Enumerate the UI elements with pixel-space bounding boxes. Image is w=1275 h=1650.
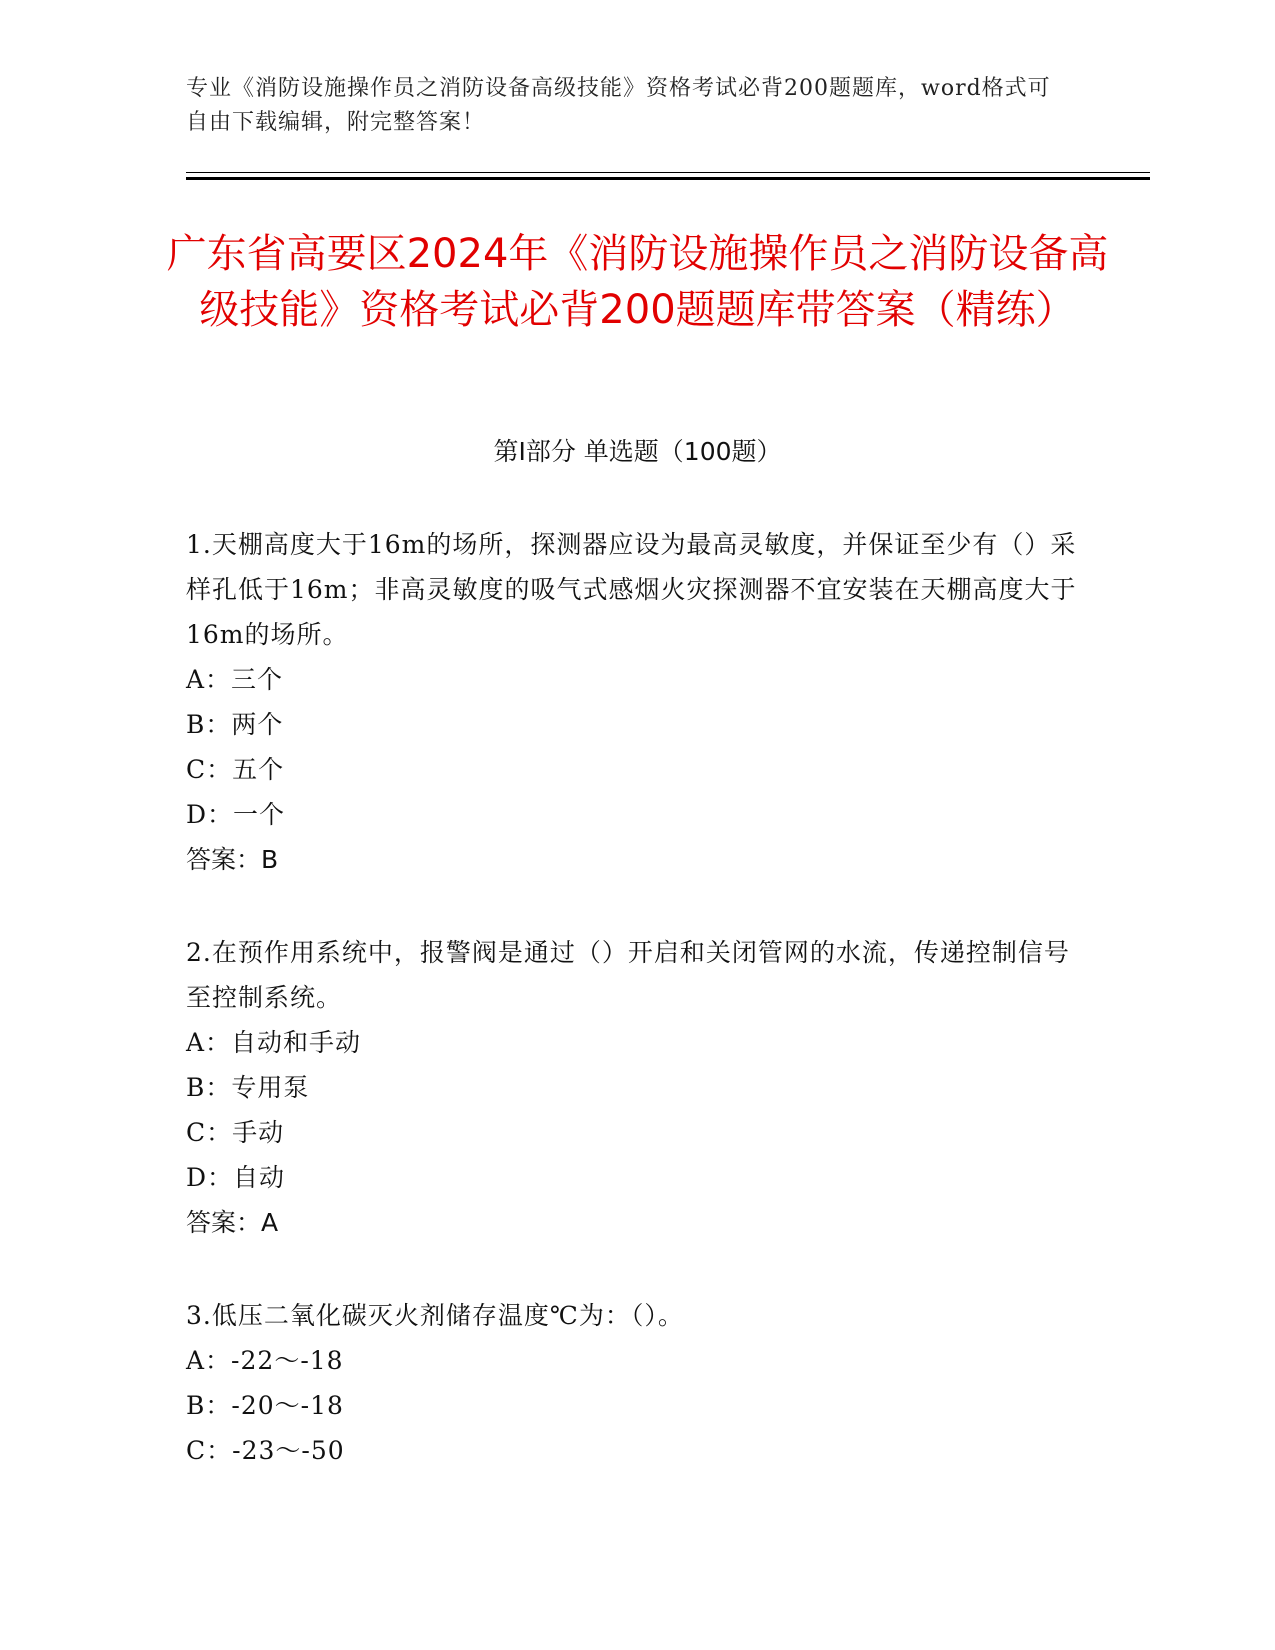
section-heading: 第Ⅰ部分 单选题（100题）: [493, 437, 782, 466]
option-c: C：手动: [186, 1118, 285, 1147]
answer: 答案：A: [186, 1208, 279, 1237]
header-divider-thick: [186, 177, 1150, 180]
question-1: [186, 522, 1086, 882]
option-a: A：自动和手动: [186, 1028, 362, 1057]
answer: 答案：B: [186, 845, 279, 874]
option-c: C：五个: [186, 755, 285, 784]
option-d: D：一个: [186, 800, 286, 829]
question-stem: 1.天棚高度大于16m的场所，探测器应设为最高灵敏度，并保证至少有（）采样孔低于16m；非高灵敏度的吸气式感烟火灾探测器不宜安装在天棚高度大于16m的场所。: [186, 530, 1077, 649]
option-b: B：两个: [186, 710, 284, 739]
question-3: [186, 1293, 1086, 1473]
question-stem: 2.在预作用系统中，报警阀是通过（）开启和关闭管网的水流，传递控制信号至控制系统。: [186, 938, 1070, 1012]
question-2: [186, 930, 1086, 1245]
option-c: C：-23～-50: [186, 1436, 345, 1465]
question-stem: 3.低压二氧化碳灭火剂储存温度℃为：（）。: [186, 1301, 684, 1330]
option-a: A：三个: [186, 665, 284, 694]
option-b: B：专用泵: [186, 1073, 310, 1102]
document-title: 广东省高要区2024年《消防设施操作员之消防设备高级技能》资格考试必背200题题库带答案（精练）: [166, 231, 1109, 333]
option-b: B：-20～-18: [186, 1391, 344, 1420]
header-divider-thin: [186, 172, 1150, 173]
option-d: D：自动: [186, 1163, 286, 1192]
option-a: A：-22～-18: [186, 1346, 344, 1375]
header-note: 专业《消防设施操作员之消防设备高级技能》资格考试必背200题题库，word格式可自由下载编辑，附完整答案！: [186, 76, 1051, 135]
